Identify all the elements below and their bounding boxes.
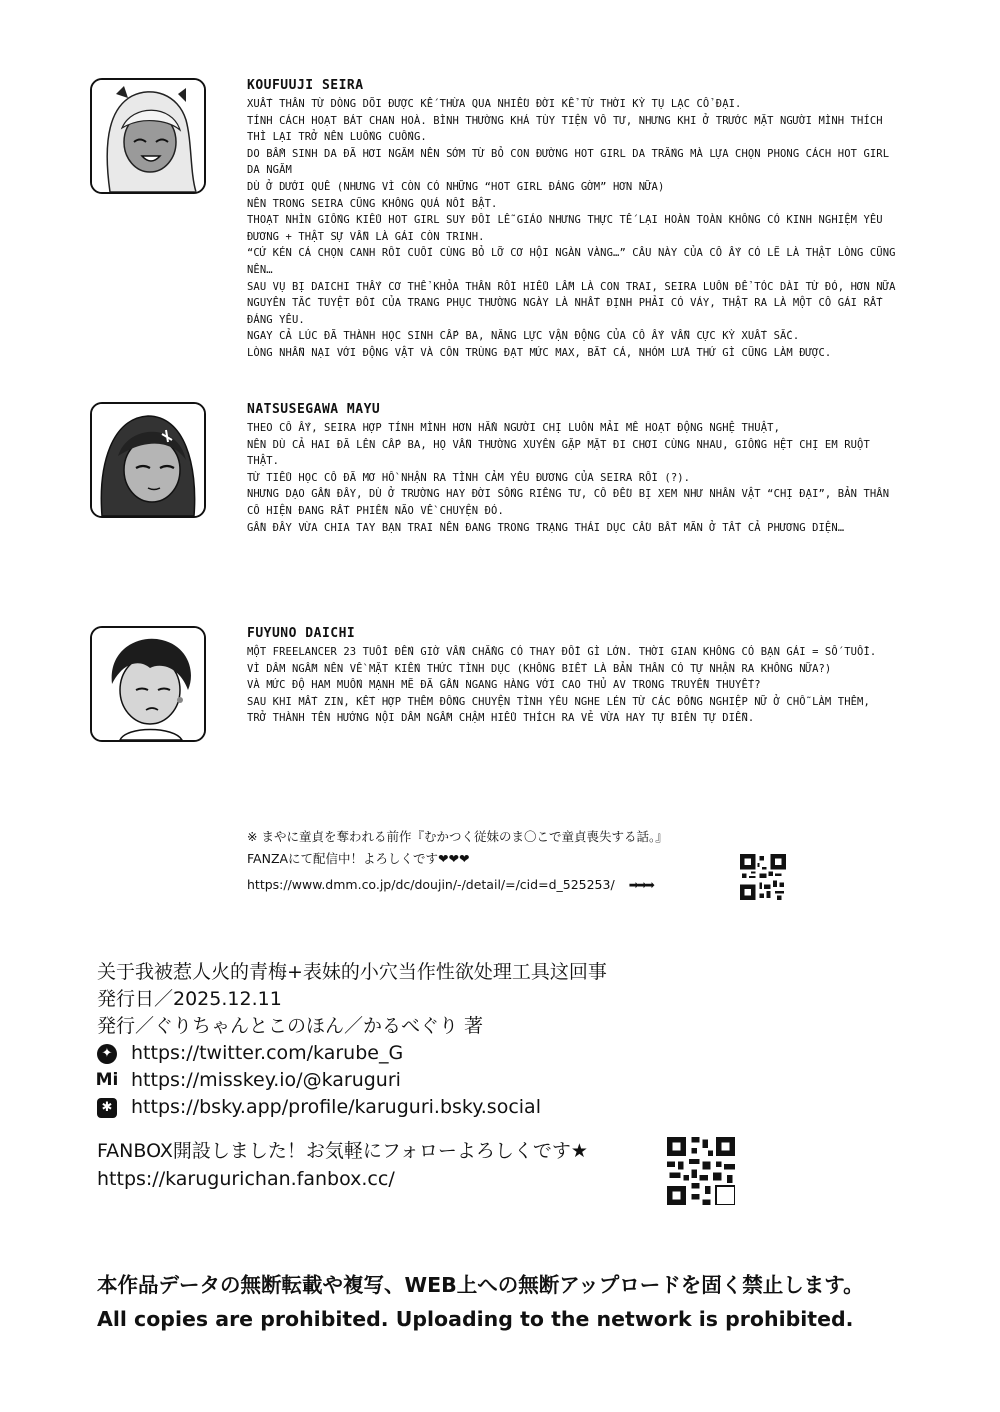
bio-line: “CỨ KÉN CÁ CHỌN CANH RỒI CUỐI CÙNG BỎ LỠ CƠ HỘI NGÀN VÀNG…” CÂU NÀY CỦA CÔ ẤY CÓ LẼ LÀ THẬT LÒNG CŨNG NÊN… xyxy=(247,247,896,276)
character-bio xyxy=(247,420,897,536)
bio-line: MỘT FREELANCER 23 TUỔI ĐẾN GIỜ VẪN CHẲNG CÓ THAY ĐỔI GÌ LỚN. THỜI GIAN KHÔNG CÓ BẠN GÁI = SỐ TUỔI. xyxy=(247,646,877,658)
bio-line: TÍNH CÁCH HOẠT BÁT CHAN HOÀ. BÌNH THƯỜNG KHÁ TÙY TIỆN VÔ TƯ, NHƯNG KHI Ở TRƯỚC MẶT NGƯỜI MÌNH THÍCH THÌ LẠI TRỞ NÊN LUỐNG CUỐNG. xyxy=(247,114,883,144)
bio-line: NÊN DÙ CẢ HAI ĐÃ LÊN CẤP BA, HỌ VẪN THƯỜNG XUYÊN GẶP MẶT ĐI CHƠI CÙNG NHAU, GIỐNG HỆT CHỊ EM RUỘT THẬT. xyxy=(247,438,870,468)
legal-notice xyxy=(97,1268,977,1336)
colophon xyxy=(97,958,917,1121)
girl-blonde-portrait-icon xyxy=(90,78,206,194)
fanbox-link[interactable]: https://karugurichan.fanbox.cc/ xyxy=(97,1168,395,1190)
bio-line: NHƯNG DẠO GẦN ĐÂY, DÙ Ở TRƯỜNG HAY ĐỜI SỐNG RIÊNG TƯ, CÔ ĐỀU BỊ XEM NHƯ NHÂN VẬT “CHỊ ĐẠI”, BẢN THÂN CÔ HIỆN ĐANG RẤT PHIỀN NÃO VỀ CHUYỆN ĐÓ. xyxy=(247,488,890,517)
bio-line: DO BẨM SINH DA ĐÃ HƠI NGĂM NÊN SỚM TỪ BỎ CON ĐƯỜNG HOT GIRL DA TRẮNG MÀ LỰA CHỌN PHONG CÁCH HOT GIRL DA NGĂM xyxy=(247,147,890,177)
bio-line: VÌ DÂM NGẦM NÊN VỀ MẶT KIẾN THỨC TÌNH DỤC (KHÔNG BIẾT LÀ BẢN THÂN CÓ TỰ NHẬN RA KHÔNG NỮA?) xyxy=(247,662,832,675)
twitter-link-row xyxy=(97,1040,917,1067)
previous-work-note xyxy=(247,826,807,896)
legal-notice-en: All copies are prohibited. Uploading to the network is prohibited. xyxy=(97,1307,854,1331)
character-bio xyxy=(247,644,897,727)
qr-code-icon xyxy=(740,854,786,900)
bio-line: THEO CÔ ẤY, SEIRA HỢP TÍNH MÌNH HƠN HẲN NGƯỜI CHỊ LUÔN MẢI MÊ HOẠT ĐỘNG NGHỆ THUẬT, xyxy=(247,422,780,434)
bio-line: GẦN ĐÂY VỪA CHIA TAY BẠN TRAI NÊN ĐANG TRONG TRẠNG THÁI DỤC CẦU BẤT MÃN Ở TẤT CẢ PHƯƠNG DIỆN… xyxy=(247,521,845,534)
bluesky-link[interactable]: https://bsky.app/profile/karuguri.bsky.social xyxy=(131,1096,541,1118)
bio-line: TỪ TIỂU HỌC CÔ ĐÃ MƠ HỒ NHẬN RA TÌNH CẢM YÊU ĐƯƠNG CỦA SEIRA RỒI (?). xyxy=(247,471,691,484)
bio-line: DÙ Ở DƯỚI QUÊ (NHƯNG VÌ CÒN CÓ NHỮNG “HOT GIRL ĐÁNG GỜM” HƠN NỮA) xyxy=(247,180,665,193)
misskey-icon: Mi xyxy=(95,1070,119,1090)
character-name: KOUFUUJI SEIRA xyxy=(247,78,364,93)
legal-notice-jp: 本作品データの無断転載や複写、WEB上への無断アップロードを固く禁止します。 xyxy=(97,1273,864,1297)
bio-line: NÊN TRONG SEIRA CŨNG KHÔNG QUÁ NỔI BẬT. xyxy=(247,197,498,210)
character-name: NATSUSEGAWA MAYU xyxy=(247,402,381,417)
bluesky-link-row xyxy=(97,1094,917,1121)
fanbox-announcement: FANBOX開設しました！お気軽にフォローよろしくです★ xyxy=(97,1140,588,1162)
bluesky-icon: ✱ xyxy=(97,1098,117,1118)
qr-code-icon xyxy=(667,1137,735,1205)
note-url-row xyxy=(247,874,807,896)
publisher: 発行／ぐりちゃんとこのほん／かるべぐり 著 xyxy=(97,1015,484,1037)
twitter-icon: ✦ xyxy=(97,1044,117,1064)
fanbox-section xyxy=(97,1137,917,1193)
note-line: ※ まやに童貞を奪われる前作『むかつく従妹のま〇こで童貞喪失する話。』 xyxy=(247,829,668,844)
twitter-link[interactable]: https://twitter.com/karube_G xyxy=(131,1042,404,1064)
book-title: 关于我被惹人火的青梅+表妹的小穴当作性欲处理工具这回事 xyxy=(97,961,607,983)
arrow-icon: ➡➡➡ xyxy=(628,878,653,892)
character-name: FUYUNO DAICHI xyxy=(247,626,356,641)
bio-line: VÀ MỨC ĐỘ HAM MUỐN MẠNH MẼ ĐÃ GẦN NGANG HÀNG VỚI CAO THỦ AV TRONG TRUYỀN THUYẾT? xyxy=(247,679,761,692)
bio-line: SAU VỤ BỊ DAICHI THẤY CƠ THỂ KHỎA THÂN RỒI HIỂU LẦM LÀ CON TRAI, SEIRA LUÔN ĐỂ TÓC DÀI TỪ ĐÓ, HƠN NỮA NGUYÊN TẮC TUYỆT ĐỐI CỦA TRANG PHỤC THƯỜNG NGÀY LÀ NHẤT ĐỊNH PHẢI CÓ VÁY, THẬT RA LÀ MỘT CÔ GÁI RẤT ĐÁNG YÊU. xyxy=(247,280,896,326)
note-line: FANZAにて配信中！よろしくです❤❤❤ xyxy=(247,851,470,866)
bio-line: XUẤT THÂN TỪ DÒNG DÕI ĐƯỢC KẾ THỪA QUA NHIỀU ĐỜI KỂ TỪ THỜI KỲ TỤ LẠC CỔ ĐẠI. xyxy=(247,98,742,110)
bio-line: THOẠT NHÌN GIỐNG KIỂU HOT GIRL SUY ĐỒI LỄ GIÁO NHƯNG THỰC TẾ LẠI HOÀN TOÀN KHÔNG CÓ KINH NGHIỆM YÊU ĐƯƠNG + THẬT SỰ VẪN LÀ GÁI CÒN TRINH. xyxy=(247,214,883,243)
misskey-link-row xyxy=(97,1067,917,1094)
publish-date: 発行日／2025.12.11 xyxy=(97,988,282,1010)
dmm-link[interactable]: https://www.dmm.co.jp/dc/doujin/-/detail/=/cid=d_525253/ xyxy=(247,877,615,892)
misskey-link[interactable]: https://misskey.io/@karuguri xyxy=(131,1069,401,1091)
boy-portrait-icon xyxy=(90,626,206,742)
girl-dark-hair-portrait-icon xyxy=(90,402,206,518)
bio-line: SAU KHI MẤT ZIN, KẾT HỢP THÊM ĐỐNG CHUYỆN TÌNH YÊU NGHE LÉN TỪ CÁC ĐỒNG NGHIỆP NỮ Ở CHỖ LÀM THÊM, xyxy=(247,695,870,708)
character-bio xyxy=(247,96,897,362)
bio-line: LÒNG NHẪN NẠI VỚI ĐỘNG VẬT VÀ CÔN TRÙNG ĐẠT MỨC MAX, BẮT CÁ, NHÓM LỬA THỨ GÌ CŨNG LÀM ĐƯỢC. xyxy=(247,346,832,359)
bio-line: TRỞ THÀNH TÊN HƯỚNG NỘI DÂM NGẦM CHẬM HIỂU THÍCH RA VẺ VỪA HAY TỰ BIÊN TỰ DIỄN. xyxy=(247,712,755,725)
bio-line: NGAY CẢ LÚC ĐÃ THÀNH HỌC SINH CẤP BA, NĂNG LỰC VẬN ĐỘNG CỦA CÔ ẤY VẪN CỰC KỲ XUẤT SẮC. xyxy=(247,330,800,343)
